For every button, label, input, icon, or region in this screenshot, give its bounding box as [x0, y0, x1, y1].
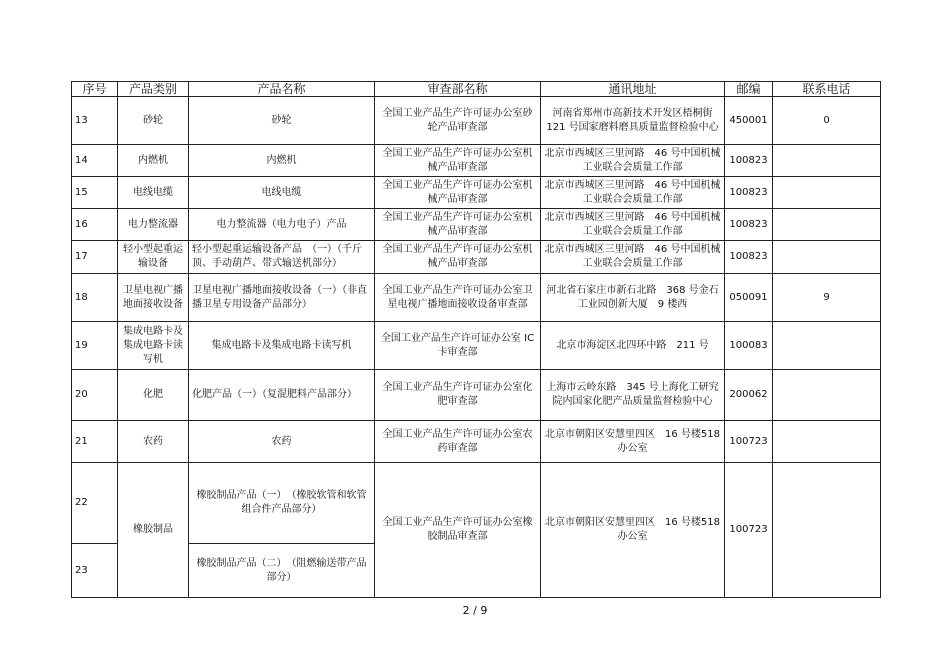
- row-product: 农药: [189, 421, 375, 463]
- row-phone: [773, 322, 881, 370]
- header-cell-category: 产品类别: [118, 82, 189, 97]
- row-category: 电线电缆: [118, 177, 189, 209]
- row-no: 22: [72, 463, 118, 544]
- row-dept: 全国工业产品生产许可证办公室 IC 卡审查部: [375, 322, 541, 370]
- row-category: 橡胶制品: [118, 463, 189, 598]
- row-phone: [773, 177, 881, 209]
- row-phone: [773, 463, 881, 598]
- row-address: 河北省石家庄市新石北路 368 号金石工业园创新大厦 9 楼西: [541, 274, 725, 322]
- row-dept: 全国工业产品生产许可证办公室农药审查部: [375, 421, 541, 463]
- row-product: 集成电路卡及集成电路卡读写机: [189, 322, 375, 370]
- row-zip: 100823: [725, 177, 773, 209]
- row-no: 19: [72, 322, 118, 370]
- row-dept: 全国工业产品生产许可证办公室机械产品审查部: [375, 241, 541, 274]
- row-address: 北京市西城区三里河路 46 号中国机械工业联合会质量工作部: [541, 177, 725, 209]
- row-category: 卫星电视广播地面接收设备: [118, 274, 189, 322]
- row-phone: 0: [773, 97, 881, 145]
- row-zip: 100823: [725, 209, 773, 241]
- row-category: 农药: [118, 421, 189, 463]
- row-address: 北京市西城区三里河路 46 号中国机械工业联合会质量工作部: [541, 145, 725, 177]
- table-row: [72, 274, 881, 322]
- header-cell-product: 产品名称: [189, 82, 375, 97]
- row-phone: [773, 370, 881, 421]
- header-cell-address: 通讯地址: [541, 82, 725, 97]
- table-row: [72, 421, 881, 463]
- row-address: 河南省郑州市高新技术开发区梧桐街 121 号国家磨料磨具质量监督检验中心: [541, 97, 725, 145]
- row-dept: 全国工业产品生产许可证办公室橡胶制品审查部: [375, 463, 541, 598]
- header-cell-zip: 邮编: [725, 82, 773, 97]
- row-category: 化肥: [118, 370, 189, 421]
- row-product: 轻小型起重运输设备产品 （一）（千斤顶、手动葫芦、带式输送机部分）: [189, 241, 375, 274]
- row-phone: 9: [773, 274, 881, 322]
- row-zip: 100723: [725, 421, 773, 463]
- header-cell-phone: 联系电话: [773, 82, 881, 97]
- row-product: 电力整流器（电力电子）产品: [189, 209, 375, 241]
- row-no: 16: [72, 209, 118, 241]
- row-category: 内燃机: [118, 145, 189, 177]
- row-no: 23: [72, 544, 118, 598]
- row-zip: 050091: [725, 274, 773, 322]
- table-row: [72, 322, 881, 370]
- row-no: 15: [72, 177, 118, 209]
- row-product: 砂轮: [189, 97, 375, 145]
- table-row: [72, 145, 881, 177]
- row-dept: 全国工业产品生产许可证办公室砂轮产品审查部: [375, 97, 541, 145]
- row-zip: 100723: [725, 463, 773, 598]
- row-dept: 全国工业产品生产许可证办公室化肥审查部: [375, 370, 541, 421]
- row-address: 上海市云岭东路 345 号上海化工研究院内国家化肥产品质量监督检验中心: [541, 370, 725, 421]
- row-dept: 全国工业产品生产许可证办公室卫星电视广播地面接收设备审查部: [375, 274, 541, 322]
- row-no: 21: [72, 421, 118, 463]
- row-product: 内燃机: [189, 145, 375, 177]
- row-category: 集成电路卡及集成电路卡读写机: [118, 322, 189, 370]
- row-zip: 100823: [725, 241, 773, 274]
- row-no: 13: [72, 97, 118, 145]
- row-address: 北京市海淀区北四环中路 211 号: [541, 322, 725, 370]
- row-phone: [773, 145, 881, 177]
- product-license-table: [71, 81, 881, 598]
- row-zip: 450001: [725, 97, 773, 145]
- row-category: 轻小型起重运输设备: [118, 241, 189, 274]
- row-zip: 200062: [725, 370, 773, 421]
- row-dept: 全国工业产品生产许可证办公室机械产品审查部: [375, 145, 541, 177]
- row-phone: [773, 209, 881, 241]
- row-product: 电线电缆: [189, 177, 375, 209]
- row-phone: [773, 241, 881, 274]
- table-row: [72, 241, 881, 274]
- row-product: 橡胶制品产品（一） （橡胶软管和软管组合件产品部分）: [189, 463, 375, 544]
- table-row: [72, 370, 881, 421]
- row-product: 卫星电视广播地面接收设备（一）（非直播卫星专用设备产品部分）: [189, 274, 375, 322]
- row-product: 化肥产品（一）（复混肥料产品部分）: [189, 370, 375, 421]
- row-product: 橡胶制品产品（二） （阻燃输送带产品部分）: [189, 544, 375, 598]
- row-address: 北京市西城区三里河路 46 号中国机械工业联合会质量工作部: [541, 241, 725, 274]
- header-cell-no: 序号: [72, 82, 118, 97]
- table-row: [72, 463, 881, 544]
- row-no: 20: [72, 370, 118, 421]
- table-row: [72, 177, 881, 209]
- row-dept: 全国工业产品生产许可证办公室机械产品审查部: [375, 209, 541, 241]
- page-number: 2 / 9: [462, 604, 488, 617]
- row-phone: [773, 421, 881, 463]
- table-row: [72, 209, 881, 241]
- table-header-row: [72, 82, 881, 97]
- row-category: 电力整流器: [118, 209, 189, 241]
- row-dept: 全国工业产品生产许可证办公室机械产品审查部: [375, 177, 541, 209]
- row-category: 砂轮: [118, 97, 189, 145]
- row-address: 北京市朝阳区安慧里四区 16 号楼518 办公室: [541, 421, 725, 463]
- row-no: 14: [72, 145, 118, 177]
- header-cell-dept: 审查部名称: [375, 82, 541, 97]
- table-row: [72, 97, 881, 145]
- row-address: 北京市朝阳区安慧里四区 16 号楼518 办公室: [541, 463, 725, 598]
- row-address: 北京市西城区三里河路 46 号中国机械工业联合会质量工作部: [541, 209, 725, 241]
- row-no: 18: [72, 274, 118, 322]
- row-no: 17: [72, 241, 118, 274]
- row-zip: 100823: [725, 145, 773, 177]
- row-zip: 100083: [725, 322, 773, 370]
